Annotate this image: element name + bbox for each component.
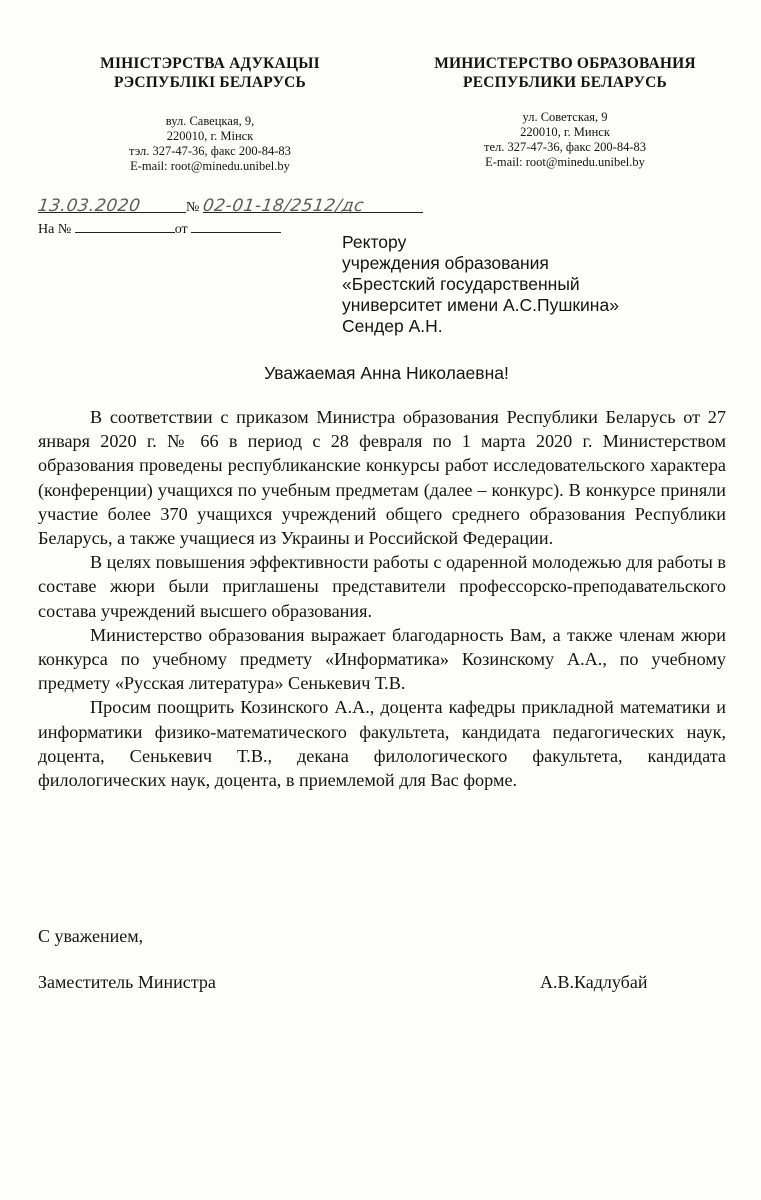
ministry-name-line2: РЕСПУБЛИКИ БЕЛАРУСЬ <box>463 74 667 91</box>
body-paragraph: В соответствии с приказом Министра образования Республики Беларусь от 27 января 2020 г. № 66 в период с 28 февраля по 1 марта 2020 г. Министерством образования проведены республиканские конкурсы работ исследовательского характера (конференции) учащихся по учебным предметам (далее – конкурс). В конкурсе приняли участие более 370 учащихся учреждений общего среднего образования Республики Беларусь, а также учащиеся из Украины и Российской Федерации. <box>38 407 726 549</box>
date-field <box>36 196 186 216</box>
salutation: Уважаемая Анна Николаевна! <box>264 363 509 383</box>
addressee-line: учреждения образования <box>342 253 549 273</box>
addressee-line: Ректору <box>342 232 407 252</box>
body-paragraph: В целях повышения эффективности работы с одаренной молодежью для работы в составе жюри были приглашены представители профессорско-преподавательского состава учреждений высшего образования. <box>38 552 726 621</box>
letter-body <box>38 405 726 792</box>
address-email: E-mail: root@minedu.unibel.by <box>485 155 645 169</box>
signer-title: Заместитель Министра <box>38 972 216 992</box>
ministry-name-line2: РЭСПУБЛІКІ БЕЛАРУСЬ <box>113 74 307 91</box>
body-paragraph: Просим поощрить Козинского А.А., доцента кафедры прикладной математики и информатики физико-математического факультета, кандидата педагогических наук, доцента, Сенькевич Т.В., декана филологического факультета, кандидата филологических наук, доцента, в приемлемой для Вас форме. <box>38 697 726 791</box>
address-email: E-mail: root@minedu.unibel.by <box>130 159 290 173</box>
closing-phrase: С уважением, <box>38 926 144 946</box>
addressee-line: университет имени А.С.Пушкина» <box>342 295 619 315</box>
ministry-header-belarusian <box>50 54 370 174</box>
reference-prefix: На № <box>38 222 72 237</box>
address-phone: тел. 327-47-36, факс 200-84-83 <box>484 140 646 154</box>
reference-date-blank <box>191 218 281 233</box>
ministry-address-block <box>400 110 730 170</box>
address-street: вул. Савецкая, 9, <box>165 114 255 128</box>
address-street: ул. Советская, 9 <box>522 110 608 124</box>
addressee-block <box>342 232 619 337</box>
ministry-name-line1: МИНИСТЕРСТВО ОБРАЗОВАНИЯ <box>434 55 696 72</box>
handwritten-number: 02-01-18/2512/дс <box>201 196 366 216</box>
handwritten-date: 13.03.2020 <box>36 196 142 216</box>
signer-name: А.В.Кадлубай <box>540 972 648 992</box>
addressee-line: Сендер А.Н. <box>342 316 443 336</box>
addressee-line: «Брестский государственный <box>342 274 580 294</box>
ministry-name-line1: МІНІСТЭРСТВА АДУКАЦЫІ <box>100 55 320 72</box>
address-city: 220010, г. Мінск <box>166 129 254 143</box>
reference-registration-line <box>38 218 281 238</box>
reference-number-blank <box>75 218 175 233</box>
body-paragraph: Министерство образования выражает благодарность Вам, а также членам жюри конкурса по учебному предмету «Информатика» Козинскому А.А., по учебному предмету «Русская литература» Сенькевич Т.В. <box>38 624 726 694</box>
outgoing-registration-line <box>38 198 423 216</box>
address-city: 220010, г. Минск <box>520 125 610 139</box>
number-sign: № <box>186 200 200 215</box>
address-phone: тэл. 327-47-36, факс 200-84-83 <box>129 144 291 158</box>
ministry-address-block <box>50 114 370 174</box>
number-field <box>201 196 423 216</box>
reference-from-label: от <box>174 222 188 237</box>
ministry-header-russian <box>400 54 730 170</box>
